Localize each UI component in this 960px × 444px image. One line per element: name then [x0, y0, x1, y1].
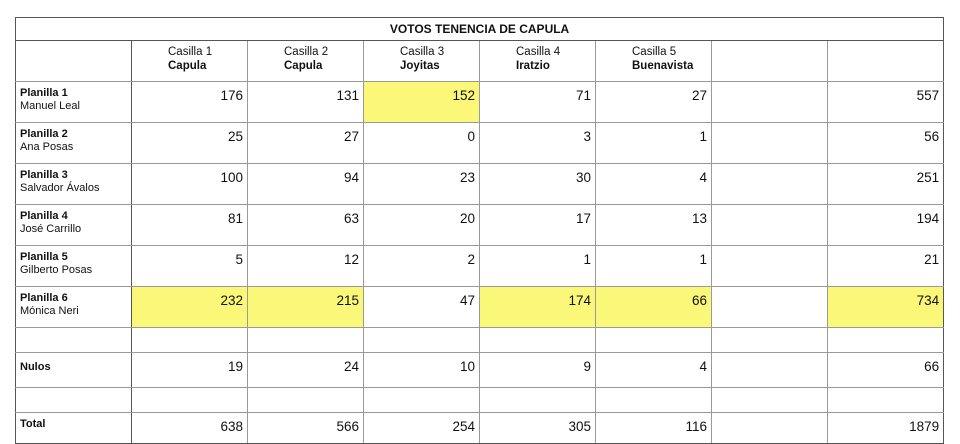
nulos-label: Nulos — [16, 353, 132, 388]
casilla-place: Capula — [168, 60, 207, 72]
votes-table — [15, 17, 944, 444]
blank-row — [16, 328, 944, 353]
vote-count-cell: 17 — [480, 205, 596, 246]
nulos-value: 9 — [480, 353, 596, 388]
corner-cell — [16, 41, 132, 82]
casilla-header — [364, 41, 480, 82]
empty-cell — [712, 82, 828, 123]
casilla-header — [132, 41, 248, 82]
spreadsheet — [15, 17, 943, 434]
total-label: Total — [16, 413, 132, 444]
empty-cell — [712, 353, 828, 388]
planilla-row — [16, 287, 944, 328]
empty-cell — [712, 123, 828, 164]
planilla-name: Planilla 4 — [20, 210, 68, 222]
vote-count-cell: 4 — [596, 164, 712, 205]
vote-count-cell: 1 — [480, 246, 596, 287]
planilla-name: Planilla 1 — [20, 87, 68, 99]
vote-count-cell: 0 — [364, 123, 480, 164]
vote-count-cell: 13 — [596, 205, 712, 246]
vote-count-cell: 5 — [132, 246, 248, 287]
vote-count-cell: 66 — [596, 287, 712, 328]
casilla-name: Casilla 2 — [284, 46, 329, 58]
casilla-place: Joyitas — [400, 60, 440, 72]
vote-count-cell: 94 — [248, 164, 364, 205]
grand-total: 1879 — [828, 413, 944, 444]
total-value: 638 — [132, 413, 248, 444]
candidate-name: Ana Posas — [20, 141, 74, 153]
vote-count-cell: 3 — [480, 123, 596, 164]
planilla-total: 21 — [828, 246, 944, 287]
total-value: 254 — [364, 413, 480, 444]
vote-count-cell: 23 — [364, 164, 480, 205]
header-row — [16, 41, 944, 82]
vote-count-cell: 215 — [248, 287, 364, 328]
casilla-name: Casilla 4 — [516, 46, 561, 58]
planilla-total: 56 — [828, 123, 944, 164]
vote-count-cell: 71 — [480, 82, 596, 123]
vote-count-cell: 81 — [132, 205, 248, 246]
casilla-name: Casilla 5 — [632, 46, 677, 58]
planilla-total: 251 — [828, 164, 944, 205]
planilla-label — [16, 164, 132, 205]
planilla-name: Planilla 3 — [20, 169, 68, 181]
casilla-place: Capula — [284, 60, 323, 72]
nulos-value: 4 — [596, 353, 712, 388]
planilla-label — [16, 82, 132, 123]
casilla-name: Casilla 1 — [168, 46, 213, 58]
casilla-header — [596, 41, 712, 82]
planilla-label — [16, 123, 132, 164]
planilla-row — [16, 123, 944, 164]
title-row — [16, 18, 944, 41]
vote-count-cell: 100 — [132, 164, 248, 205]
vote-count-cell: 25 — [132, 123, 248, 164]
planilla-row — [16, 246, 944, 287]
vote-count-cell: 174 — [480, 287, 596, 328]
candidate-name: Manuel Leal — [20, 100, 80, 112]
empty-cell — [712, 205, 828, 246]
empty-cell — [712, 164, 828, 205]
casilla-place: Iratzio — [516, 60, 550, 72]
vote-count-cell: 152 — [364, 82, 480, 123]
candidate-name: José Carrillo — [20, 223, 82, 235]
planilla-total: 734 — [828, 287, 944, 328]
table-body — [16, 18, 944, 82]
total-value: 305 — [480, 413, 596, 444]
candidate-name: Gilberto Posas — [20, 264, 93, 276]
vote-count-cell: 232 — [132, 287, 248, 328]
nulos-row — [16, 353, 944, 388]
vote-count-cell: 30 — [480, 164, 596, 205]
planilla-row — [16, 164, 944, 205]
planilla-label — [16, 287, 132, 328]
candidate-name: Salvador Ávalos — [20, 182, 100, 194]
nulos-value: 19 — [132, 353, 248, 388]
vote-count-cell: 12 — [248, 246, 364, 287]
vote-count-cell: 20 — [364, 205, 480, 246]
planilla-row — [16, 82, 944, 123]
empty-cell — [712, 287, 828, 328]
nulos-value: 10 — [364, 353, 480, 388]
candidate-name: Mónica Neri — [20, 305, 79, 317]
total-value: 566 — [248, 413, 364, 444]
planilla-name: Planilla 6 — [20, 292, 68, 304]
planilla-row — [16, 205, 944, 246]
planilla-total: 194 — [828, 205, 944, 246]
planillas-body — [16, 82, 944, 328]
vote-count-cell: 47 — [364, 287, 480, 328]
nulos-total: 66 — [828, 353, 944, 388]
planilla-label — [16, 205, 132, 246]
blank-row — [16, 388, 944, 413]
casilla-place: Buenavista — [632, 60, 694, 72]
planilla-name: Planilla 2 — [20, 128, 68, 140]
nulos-value: 24 — [248, 353, 364, 388]
empty-cell — [712, 413, 828, 444]
vote-count-cell: 1 — [596, 123, 712, 164]
casilla-name: Casilla 3 — [400, 46, 445, 58]
vote-count-cell: 63 — [248, 205, 364, 246]
vote-count-cell: 176 — [132, 82, 248, 123]
empty-cell — [712, 246, 828, 287]
vote-count-cell: 2 — [364, 246, 480, 287]
casilla-header — [248, 41, 364, 82]
summary-body — [16, 328, 944, 444]
casilla-header — [480, 41, 596, 82]
planilla-label — [16, 246, 132, 287]
planilla-total: 557 — [828, 82, 944, 123]
empty-header-cell — [712, 41, 828, 82]
total-header-cell — [828, 41, 944, 82]
vote-count-cell: 27 — [248, 123, 364, 164]
vote-count-cell: 131 — [248, 82, 364, 123]
planilla-name: Planilla 5 — [20, 251, 68, 263]
total-value: 116 — [596, 413, 712, 444]
vote-count-cell: 1 — [596, 246, 712, 287]
vote-count-cell: 27 — [596, 82, 712, 123]
total-row — [16, 413, 944, 444]
table-title: VOTOS TENENCIA DE CAPULA — [16, 18, 944, 41]
